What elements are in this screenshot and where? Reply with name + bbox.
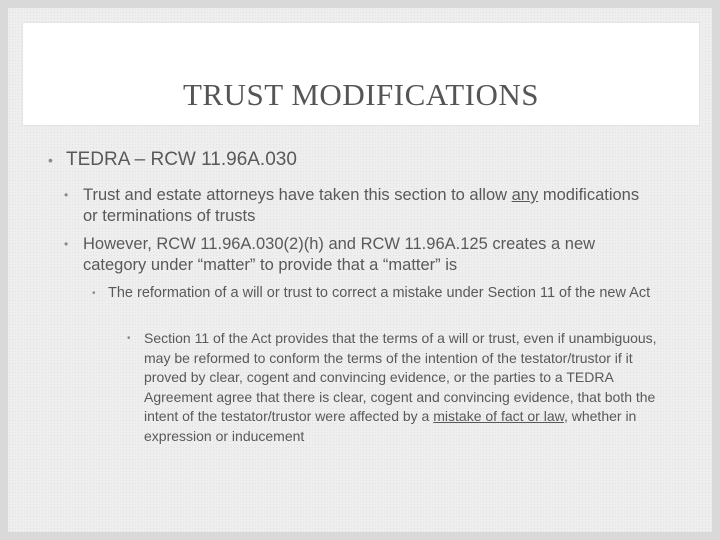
bullet-text <box>83 185 654 227</box>
bullet-dot-icon: • <box>48 152 53 168</box>
underlined-any: any <box>511 186 539 204</box>
slide-title: TRUST MODIFICATIONS <box>183 77 539 112</box>
bullet-dot-icon: • <box>64 237 69 251</box>
bullet-level2 <box>64 185 654 227</box>
bullet-dot-icon: • <box>64 188 69 202</box>
slide <box>8 8 712 532</box>
bullet-level3 <box>92 284 662 303</box>
bullet-text: However, RCW 11.96A.030(2)(h) and RCW 11.96A.125 creates a new category under “matter” to provide that a “matter” is <box>83 235 596 274</box>
bullet-text: The reformation of a will or trust to correct a mistake under Section 11 of the new Act <box>108 285 651 301</box>
text-segment: , whether in expression or inducement <box>144 408 637 444</box>
text-segment: Trust and estate attorneys have taken this section to allow <box>83 186 512 204</box>
bullet-text: TEDRA – RCW 11.96A.030 <box>66 149 297 170</box>
bullet-text <box>144 329 667 446</box>
underlined-mistake: mistake of fact or law <box>433 408 564 424</box>
text-segment: modifications or terminations of trusts <box>83 186 640 225</box>
slide-body <box>8 8 712 532</box>
bullet-dot-icon: • <box>127 333 131 344</box>
bullet-level1 <box>48 148 297 172</box>
bullet-level4 <box>127 329 667 446</box>
text-segment: Section 11 of the Act provides that the terms of a will or trust, even if unambiguous, may be reformed to conform the terms of the intention of the testator/trustor if it proved by clear, cogent and convincing evidence, or the parties to a TEDRA Agreement agree that there is clear, cogent and convincing evidence, that both the intent of the testator/trustor were affected by a <box>144 330 657 424</box>
bullet-level2 <box>64 234 654 276</box>
bullet-dot-icon: • <box>92 288 96 299</box>
